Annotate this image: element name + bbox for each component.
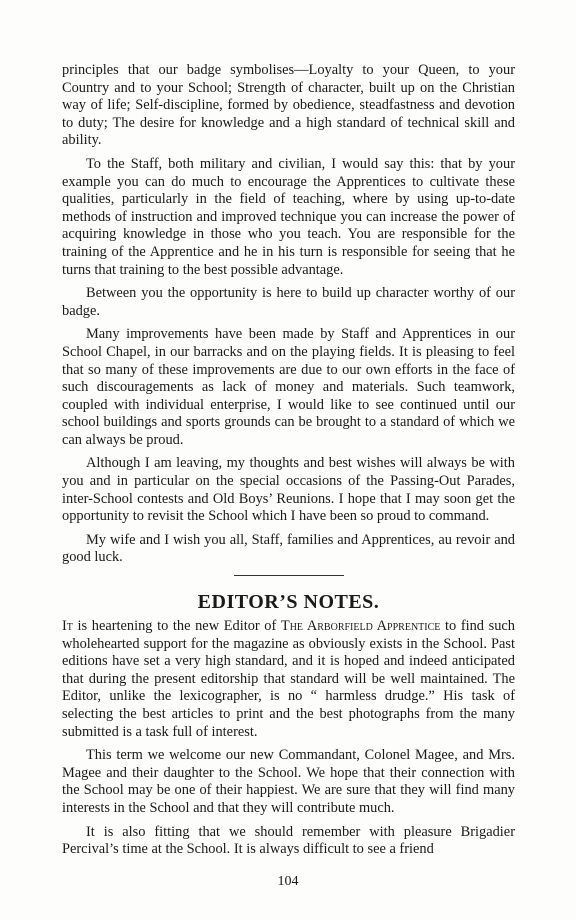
section-divider — [234, 575, 344, 576]
body-paragraph: Many improvements have been made by Staff and Apprentices in our School Chapel, in our barracks and on the playing fields. It is pleasing to feel that so many of these improvements are due to our own efforts in the face of such discouragements as lack of money and materials. Such teamwork, coupled with individual enterprise, I would like to see continued until our school buildings and sports grounds can be brought to a standard of which we can always be proud. — [62, 326, 515, 448]
page-number: 104 — [277, 874, 299, 889]
body-paragraph: principles that our badge symbolises—Loyalty to your Queen, to your Country and to your School; Strength of character, built up on the Christian way of life; Self-discipline, formed by obedience, steadfastness and devotion to duty; The desire for knowledge and a high standard of technical skill and ability. — [62, 62, 515, 149]
lead-word: It — [62, 618, 73, 635]
body-paragraph: Between you the opportunity is here to build up character worthy of our badge. — [62, 285, 515, 319]
body-paragraph: My wife and I wish you all, Staff, families and Apprentices, au revoir and good luck. — [62, 531, 515, 566]
body-paragraph: It is also fitting that we should remember with pleasure Brigadier Percival’s time at the School. It is always difficult to see a friend — [62, 823, 515, 858]
body-paragraph: To the Staff, both military and civilian, I would say this: that by your example you can do much to encourage the Apprentices to cultivate these qualities, particularly in the field of teaching, where by using up-to-date methods of instruction and improved technique you can increase the power of acquiring knowledge in those who you teach. You are responsible for the training of the Apprentice and he in his turn is responsible for seeing that he turns that training to the best possible advantage. — [62, 155, 515, 278]
magazine-title: The Arborfield Apprentice — [280, 618, 441, 635]
body-paragraph: This term we welcome our new Commandant, Colonel Magee, and Mrs. Magee and their daughter to the School. We hope that their connection with the School may be one of their happiest. We are sure that they will find many interests in the School and that they will contribute much. — [62, 747, 515, 816]
intro-text: to find such wholehearted support for the magazine as obviously exists in the School. Past editions have set a very high standard, and it is hoped and indeed anticipated that during the present editorship that standard will be well maintained. The Editor, unlike the lexicographer, is no “ harmless drudge.” His task of selecting the best articles to print and the best photographs from the many submitted is a task full of interest. — [62, 618, 516, 740]
body-paragraph — [62, 618, 515, 741]
section-heading: EDITOR’S NOTES. — [197, 591, 380, 614]
body-paragraph: Although I am leaving, my thoughts and best wishes will always be with you and in particular on the special occasions of the Passing-Out Parades, inter-School contests and Old Boys’ Reunions. I hope that I may soon get the opportunity to revisit the School which I have been so proud to command. — [62, 455, 515, 525]
intro-text: is heartening to the new Editor of — [72, 618, 281, 635]
